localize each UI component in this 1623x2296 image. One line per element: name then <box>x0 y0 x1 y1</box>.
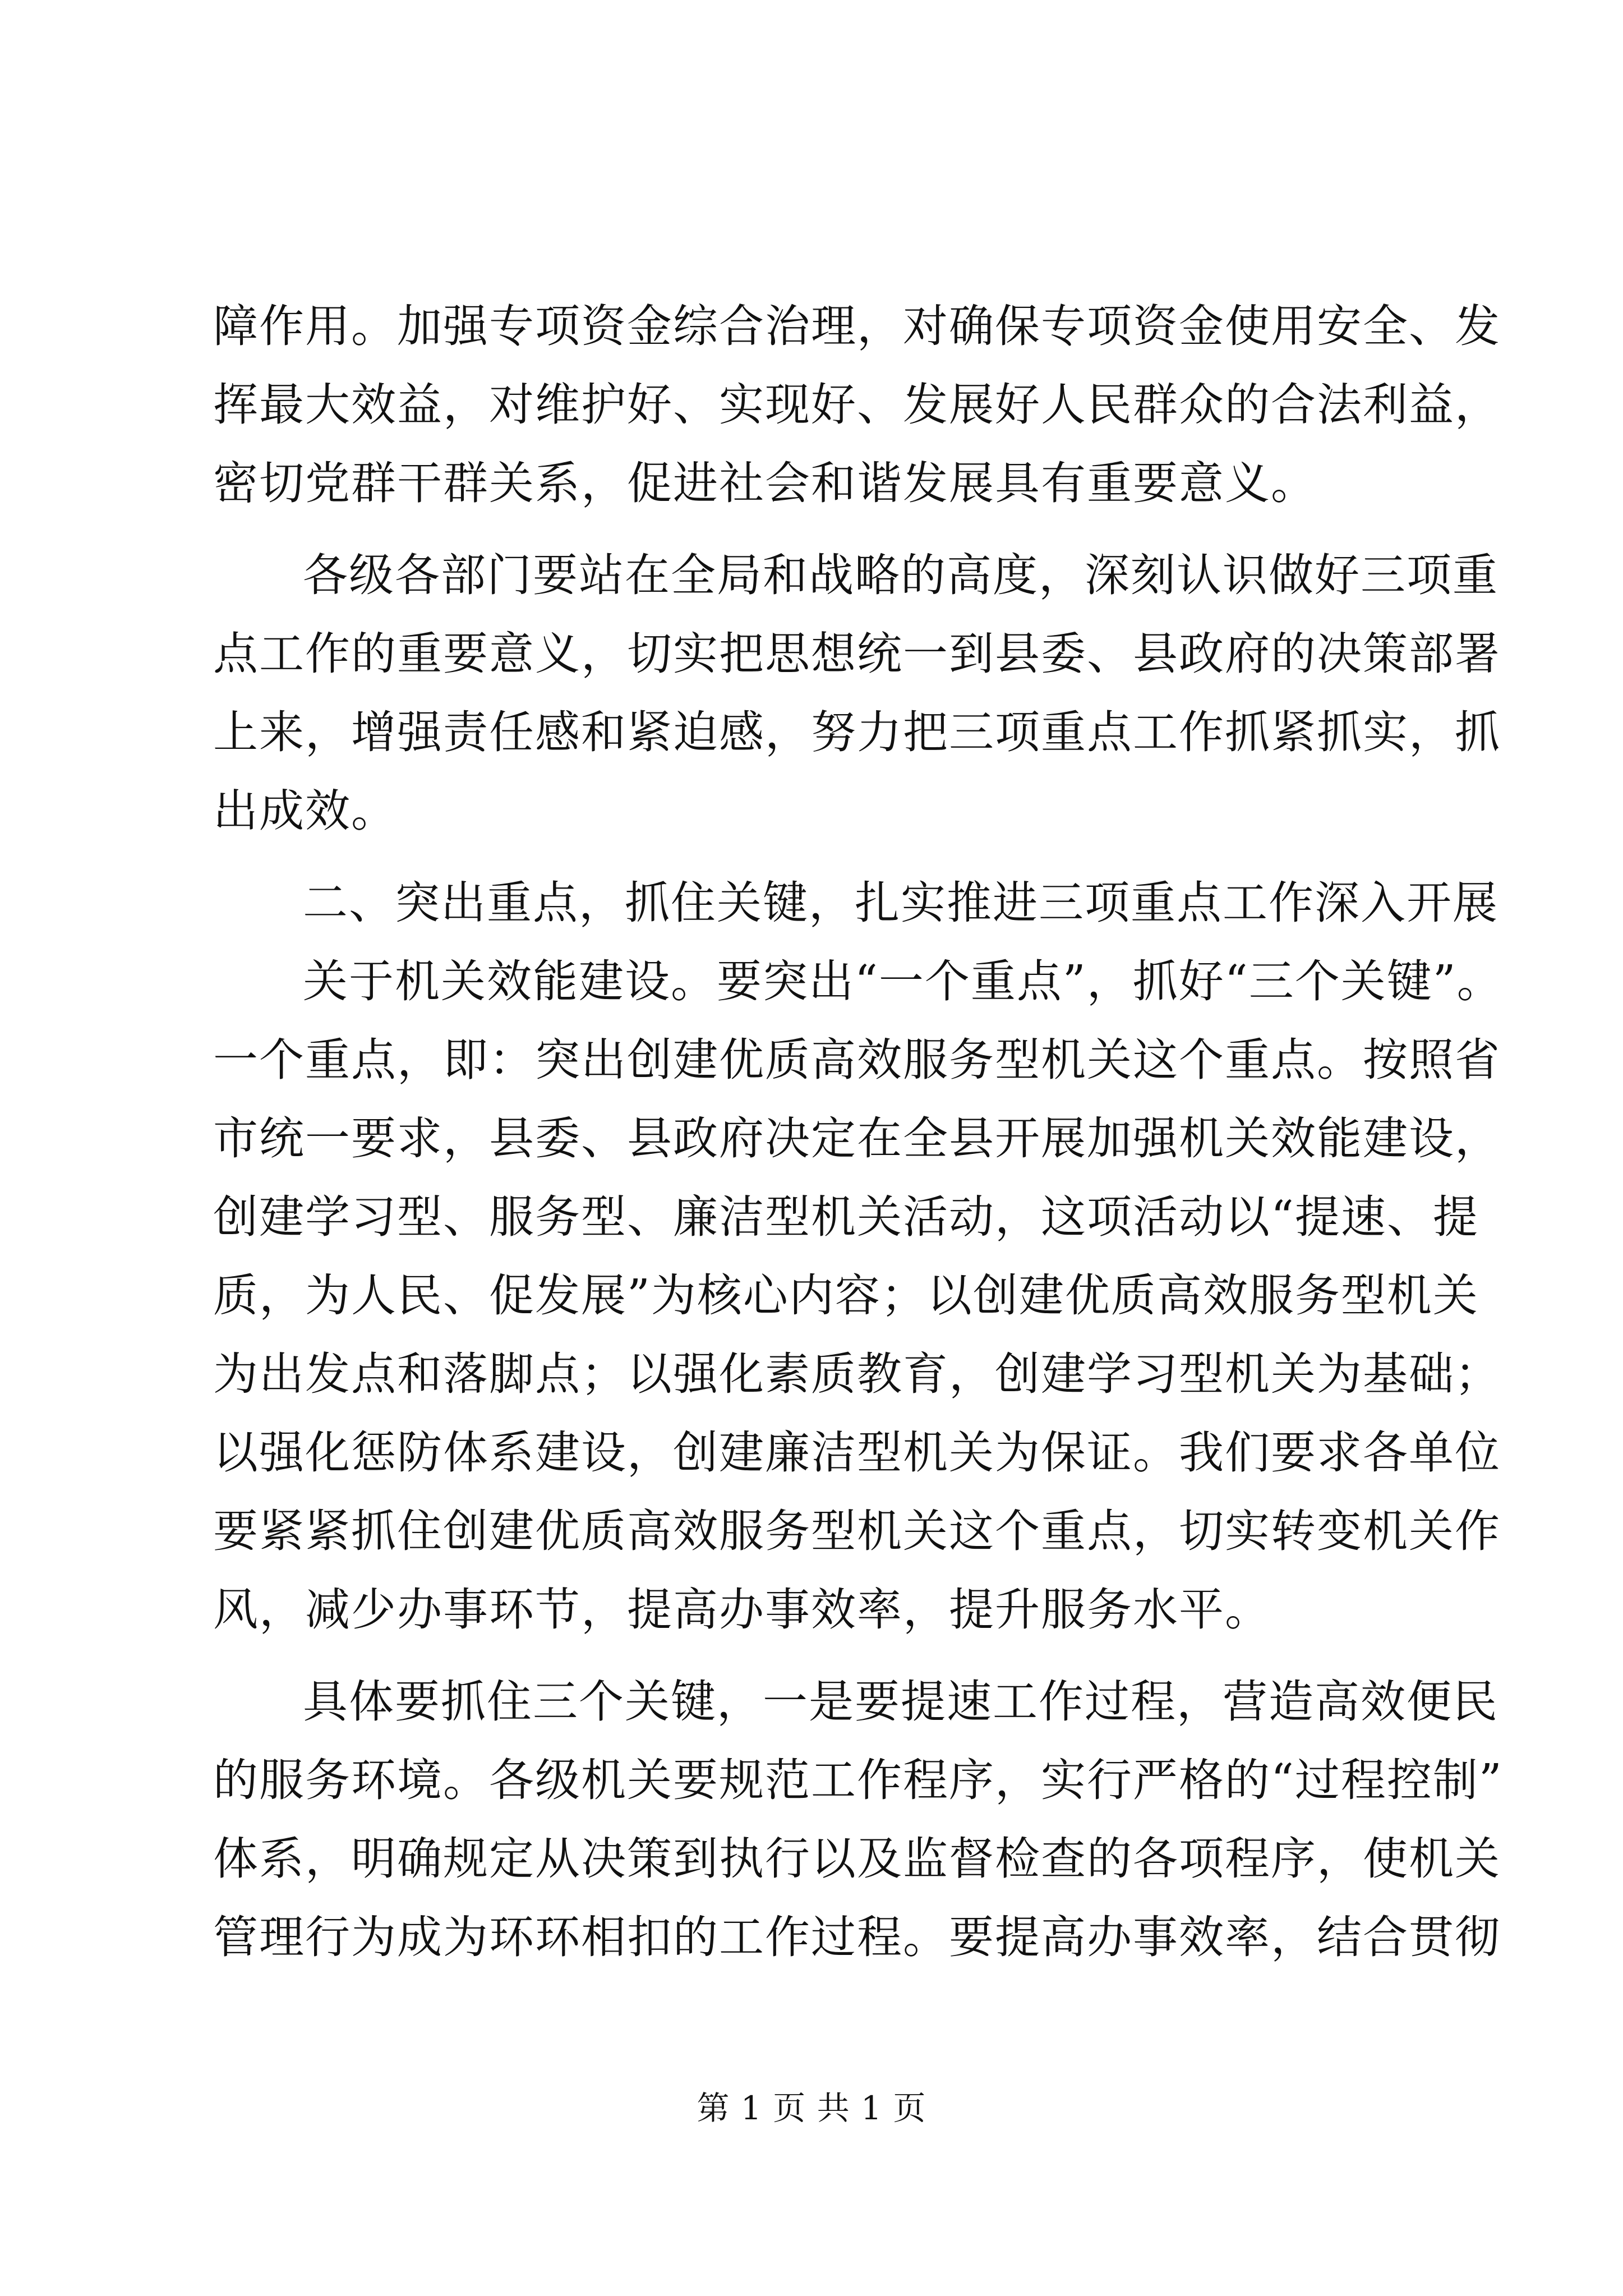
text-line: 的服务环境。各级机关要规范工作程序，实行严格的“过程控制” <box>213 1754 1503 1806</box>
text-line: 管理行为成为环环相扣的工作过程。要提高办事效率，结合贯彻 <box>213 1911 1501 1963</box>
body-text <box>213 287 1503 1977</box>
paragraph-continuation <box>213 287 1501 523</box>
paragraph <box>213 536 1501 850</box>
text-line: 挥最大效益，对维护好、实现好、发展好人民群众的合法利益， <box>213 379 1501 431</box>
text-line: 为出发点和落脚点；以强化素质教育，创建学习型机关为基础； <box>213 1348 1501 1400</box>
text-line: 点工作的重要意义，切实把思想统一到县委、县政府的决策部署 <box>213 628 1501 680</box>
paragraph <box>213 942 1503 1649</box>
text-line: 出成效。 <box>213 785 397 837</box>
paragraph <box>213 1663 1503 1977</box>
page-footer <box>0 2086 1623 2131</box>
text-line: 具体要抓住三个关键，一是要提速工作过程，营造高效便民 <box>303 1676 1498 1728</box>
text-line: 各级各部门要站在全局和战略的高度，深刻认识做好三项重 <box>303 549 1498 601</box>
text-line: 二、突出重点，抓住关键，扎实推进三项重点工作深入开展 <box>303 877 1498 929</box>
text-line: 以强化惩防体系建设，创建廉洁型机关为保证。我们要求各单位 <box>213 1427 1501 1479</box>
text-line: 一个重点，即：突出创建优质高效服务型机关这个重点。按照省 <box>213 1034 1501 1086</box>
page-number-label: 第 1 页 共 1 页 <box>697 2089 926 2127</box>
text-line: 风，减少办事环节，提高办事效率，提升服务水平。 <box>213 1584 1271 1636</box>
text-line: 质，为人民、促发展”为核心内容；以创建优质高效服务型机关 <box>213 1269 1479 1322</box>
section-heading <box>213 864 1498 942</box>
text-line: 关于机关效能建设。要突出“一个重点”，抓好“三个关键”。 <box>303 955 1503 1007</box>
text-line: 体系，明确规定从决策到执行以及监督检查的各项程序，使机关 <box>213 1833 1501 1885</box>
text-line: 密切党群干群关系，促进社会和谐发展具有重要意义。 <box>213 457 1317 509</box>
text-line: 市统一要求，县委、县政府决定在全县开展加强机关效能建设， <box>213 1112 1501 1165</box>
text-line: 要紧紧抓住创建优质高效服务型机关这个重点，切实转变机关作 <box>213 1505 1501 1557</box>
text-line: 障作用。加强专项资金综合治理，对确保专项资金使用安全、发 <box>213 300 1501 352</box>
text-line: 上来，增强责任感和紧迫感，努力把三项重点工作抓紧抓实，抓 <box>213 706 1501 758</box>
text-line: 创建学习型、服务型、廉洁型机关活动，这项活动以“提速、提 <box>213 1191 1479 1243</box>
